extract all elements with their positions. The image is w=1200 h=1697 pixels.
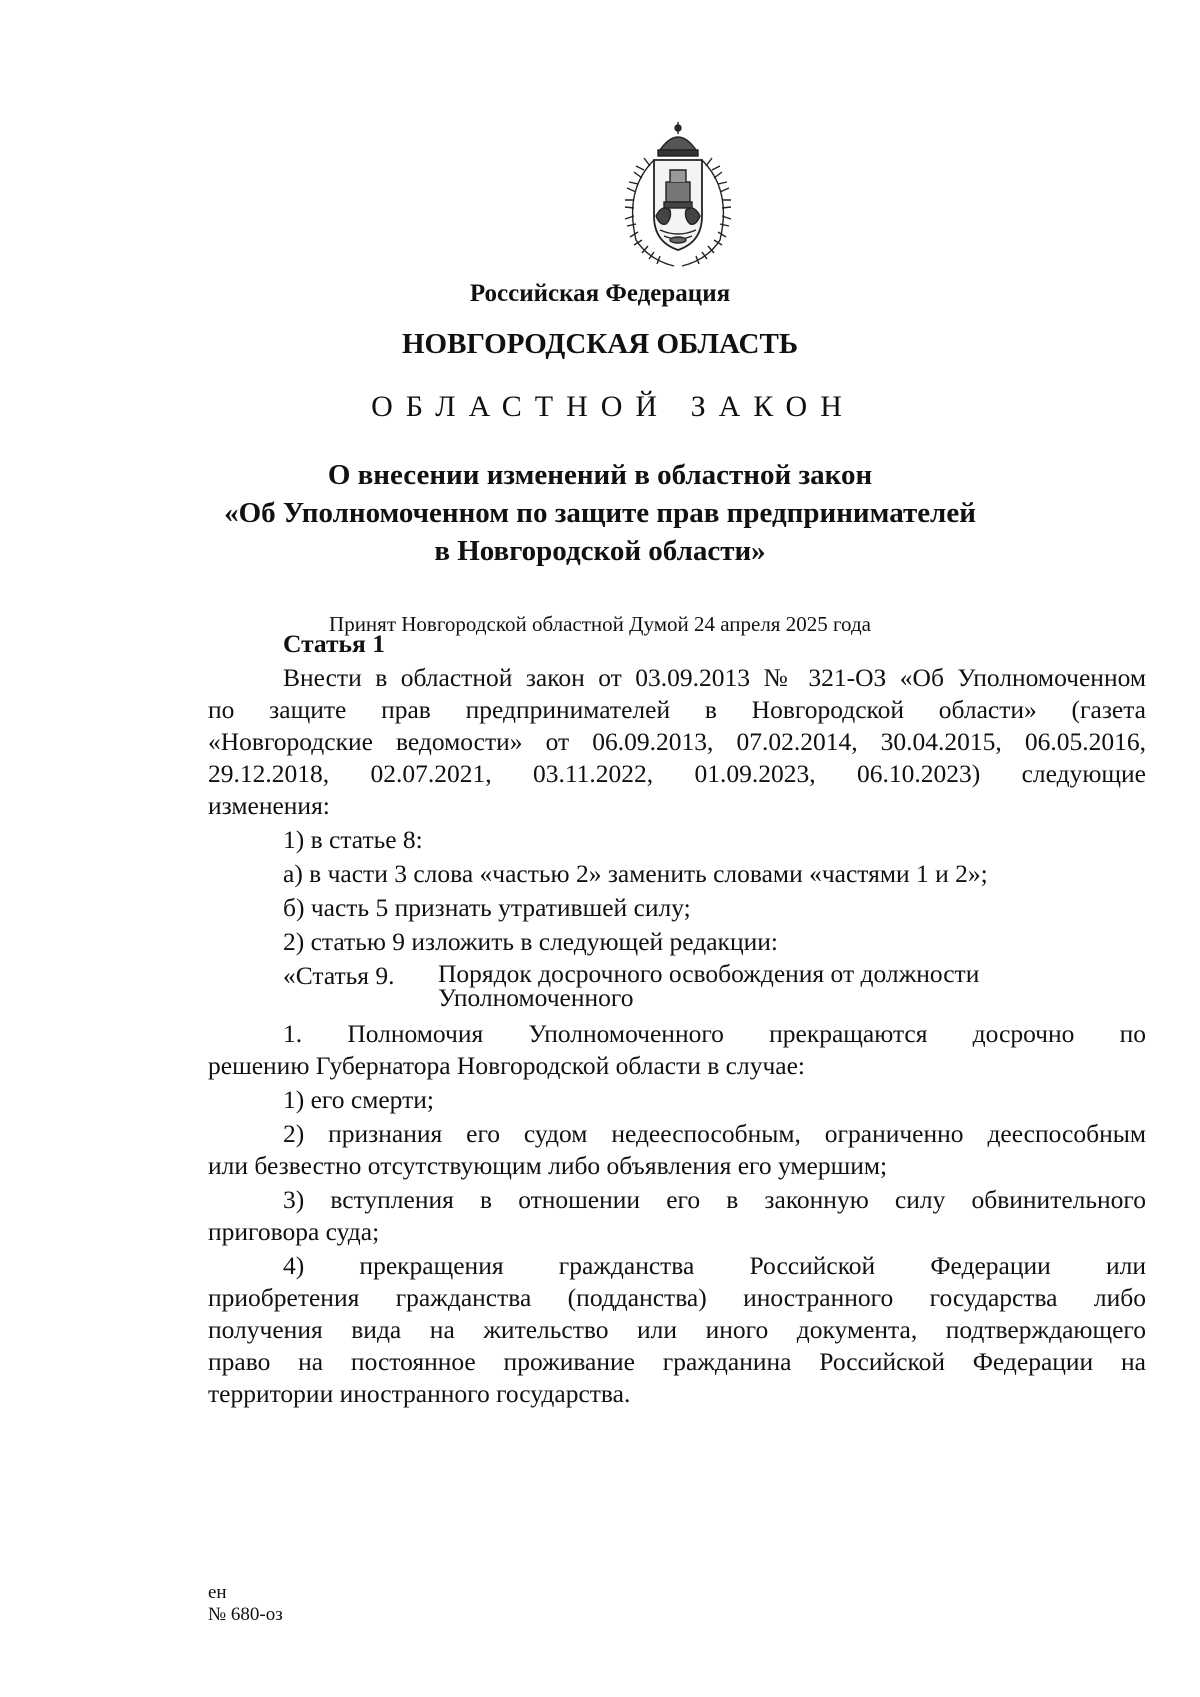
law-title — [0, 456, 1200, 570]
paragraph-line: приобретения гражданства (подданства) иностранного государства либо — [208, 1283, 1146, 1312]
article-9-title — [438, 959, 1138, 1012]
paragraph-line: решению Губернатора Новгородской области в случае: — [208, 1051, 806, 1080]
paragraph-line: «Новгородские ведомости» от 06.09.2013, 07.02.2014, 30.04.2015, 06.05.2016, — [208, 727, 1146, 756]
adoption-note: Принят Новгородской областной Думой 24 апреля 2025 года — [329, 612, 871, 636]
list-item: 1) его смерти; — [283, 1085, 434, 1114]
law-title-line: «Об Уполномоченном по защите прав предпринимателей — [224, 497, 976, 529]
paragraph-line: 4) прекращения гражданства Российской Федерации или — [283, 1251, 1146, 1280]
paragraph-line: приговора суда; — [208, 1217, 380, 1246]
paragraph-line: 2) признания его судом недееспособным, ограниченно дееспособным — [283, 1119, 1146, 1148]
document-type: ОБЛАСТНОЙ ЗАКОН — [371, 390, 855, 423]
article-9-title-line: Порядок досрочного освобождения от должности — [438, 959, 980, 988]
article-9-label: «Статья 9. — [283, 961, 395, 990]
paragraph-line: 29.12.2018, 02.07.2021, 03.11.2022, 01.09.2023, 06.10.2023) следующие — [208, 759, 1146, 788]
paragraph-line: по защите прав предпринимателей в Новгородской области» (газета — [208, 695, 1146, 724]
paragraph-line: право на постоянное проживание гражданина Российской Федерации на — [208, 1347, 1146, 1376]
region-name: НОВГОРОДСКАЯ ОБЛАСТЬ — [401, 328, 799, 360]
paragraph-line: или безвестно отсутствующим либо объявления его умершим; — [208, 1151, 888, 1180]
country-name: Российская Федерация — [469, 280, 731, 307]
paragraph-line: 3) вступления в отношении его в законную силу обвинительного — [283, 1185, 1146, 1214]
paragraph-line: 1. Полномочия Уполномоченного прекращаются досрочно по — [283, 1019, 1146, 1048]
footer-law-number: № 680-оз — [208, 1604, 283, 1625]
paragraph-line: Внести в областной закон от 03.09.2013 № 321-ОЗ «Об Уполномоченном — [283, 663, 1146, 692]
paragraph-line: территории иностранного государства. — [208, 1379, 631, 1408]
article-9-title-line: Уполномоченного — [438, 983, 634, 1012]
article-1-heading: Статья 1 — [283, 629, 385, 658]
footer-reference — [208, 1582, 283, 1626]
footer-initials: ен — [208, 1582, 227, 1603]
paragraph-line: изменения: — [208, 791, 330, 820]
novgorod-coat-of-arms-icon — [614, 120, 742, 270]
paragraph-line: получения вида на жительство или иного документа, подтверждающего — [208, 1315, 1146, 1344]
list-item: б) часть 5 признать утратившей силу; — [283, 893, 691, 922]
list-item: 2) статью 9 изложить в следующей редакции: — [283, 927, 778, 956]
list-item: а) в части 3 слова «частью 2» заменить словами «частями 1 и 2»; — [283, 859, 988, 888]
list-item: 1) в статье 8: — [283, 825, 423, 854]
law-title-line: в Новгородской области» — [434, 535, 766, 567]
law-title-line: О внесении изменений в областной закон — [327, 459, 873, 491]
